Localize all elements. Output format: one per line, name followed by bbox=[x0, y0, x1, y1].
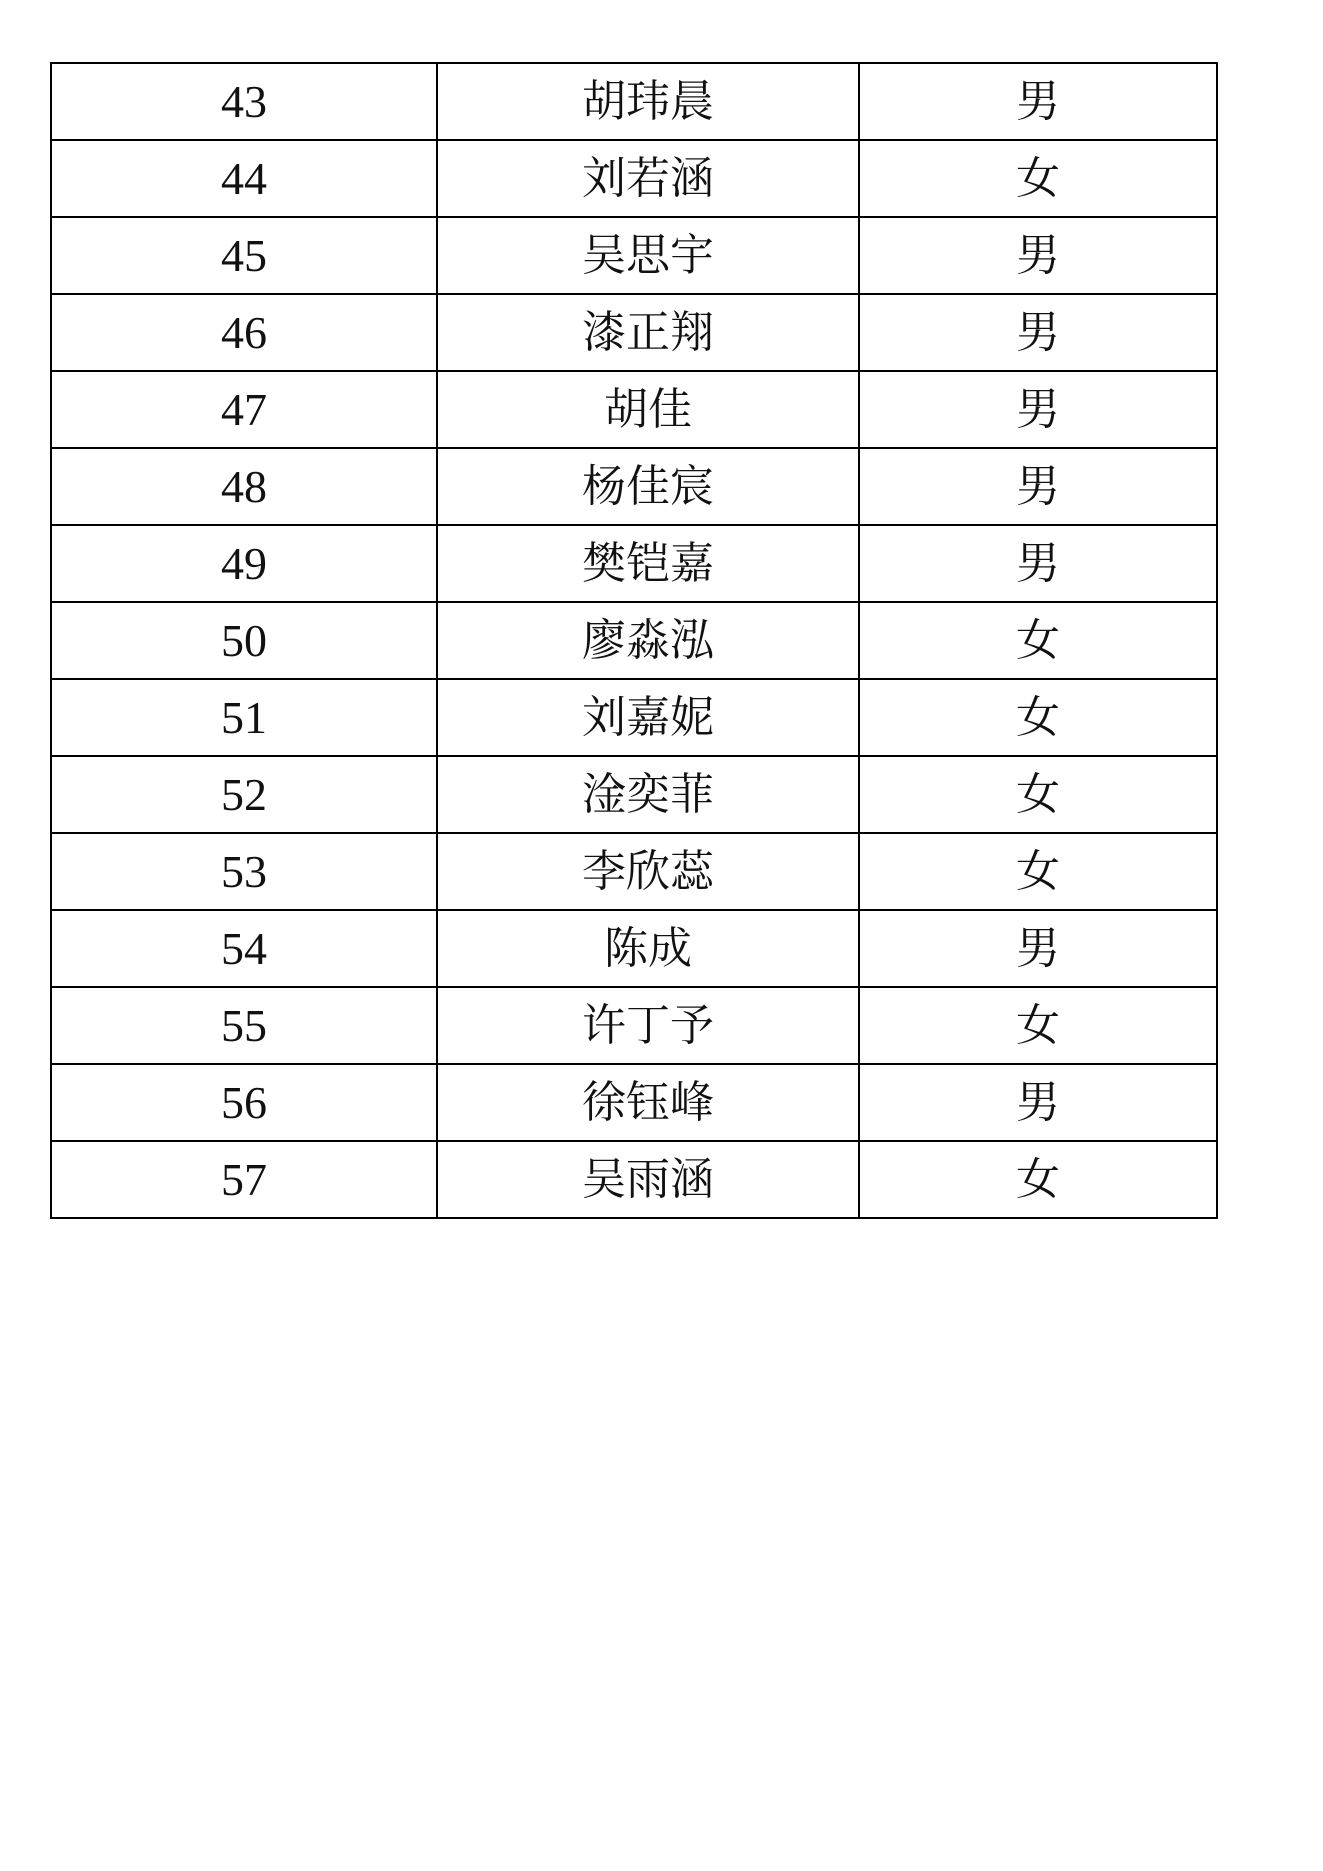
row-number-cell: 54 bbox=[51, 910, 437, 987]
row-number-cell: 46 bbox=[51, 294, 437, 371]
name-cell: 漆正翔 bbox=[437, 294, 859, 371]
sex-cell: 女 bbox=[859, 833, 1217, 910]
roster-table-body bbox=[51, 63, 1217, 1218]
name-cell: 徐钰峰 bbox=[437, 1064, 859, 1141]
row-number-cell: 50 bbox=[51, 602, 437, 679]
sex-cell: 男 bbox=[859, 1064, 1217, 1141]
table-row bbox=[51, 987, 1217, 1064]
sex-cell: 男 bbox=[859, 448, 1217, 525]
name-cell: 胡佳 bbox=[437, 371, 859, 448]
sex-cell: 女 bbox=[859, 1141, 1217, 1218]
name-cell: 刘若涵 bbox=[437, 140, 859, 217]
sex-cell: 女 bbox=[859, 987, 1217, 1064]
sex-cell: 男 bbox=[859, 910, 1217, 987]
table-row bbox=[51, 371, 1217, 448]
name-cell: 淦奕菲 bbox=[437, 756, 859, 833]
name-cell: 杨佳宸 bbox=[437, 448, 859, 525]
name-cell: 吴雨涵 bbox=[437, 1141, 859, 1218]
name-cell: 陈成 bbox=[437, 910, 859, 987]
sex-cell: 男 bbox=[859, 525, 1217, 602]
name-cell: 吴思宇 bbox=[437, 217, 859, 294]
table-row bbox=[51, 217, 1217, 294]
row-number-cell: 51 bbox=[51, 679, 437, 756]
roster-table bbox=[50, 62, 1218, 1219]
row-number-cell: 45 bbox=[51, 217, 437, 294]
table-row bbox=[51, 910, 1217, 987]
table-row bbox=[51, 1064, 1217, 1141]
name-cell: 刘嘉妮 bbox=[437, 679, 859, 756]
sex-cell: 男 bbox=[859, 294, 1217, 371]
table-row bbox=[51, 63, 1217, 140]
table-row bbox=[51, 602, 1217, 679]
row-number-cell: 43 bbox=[51, 63, 437, 140]
row-number-cell: 47 bbox=[51, 371, 437, 448]
sex-cell: 女 bbox=[859, 602, 1217, 679]
table-row bbox=[51, 679, 1217, 756]
name-cell: 李欣蕊 bbox=[437, 833, 859, 910]
table-row bbox=[51, 525, 1217, 602]
row-number-cell: 55 bbox=[51, 987, 437, 1064]
name-cell: 樊铠嘉 bbox=[437, 525, 859, 602]
name-cell: 廖淼泓 bbox=[437, 602, 859, 679]
sex-cell: 女 bbox=[859, 140, 1217, 217]
sex-cell: 男 bbox=[859, 63, 1217, 140]
row-number-cell: 49 bbox=[51, 525, 437, 602]
sex-cell: 女 bbox=[859, 679, 1217, 756]
row-number-cell: 53 bbox=[51, 833, 437, 910]
sex-cell: 男 bbox=[859, 371, 1217, 448]
table-row bbox=[51, 448, 1217, 525]
row-number-cell: 56 bbox=[51, 1064, 437, 1141]
name-cell: 胡玮晨 bbox=[437, 63, 859, 140]
name-cell: 许丁予 bbox=[437, 987, 859, 1064]
row-number-cell: 48 bbox=[51, 448, 437, 525]
table-row bbox=[51, 833, 1217, 910]
sex-cell: 男 bbox=[859, 217, 1217, 294]
sex-cell: 女 bbox=[859, 756, 1217, 833]
table-row bbox=[51, 140, 1217, 217]
row-number-cell: 57 bbox=[51, 1141, 437, 1218]
table-row bbox=[51, 294, 1217, 371]
row-number-cell: 52 bbox=[51, 756, 437, 833]
table-row bbox=[51, 756, 1217, 833]
row-number-cell: 44 bbox=[51, 140, 437, 217]
table-row bbox=[51, 1141, 1217, 1218]
